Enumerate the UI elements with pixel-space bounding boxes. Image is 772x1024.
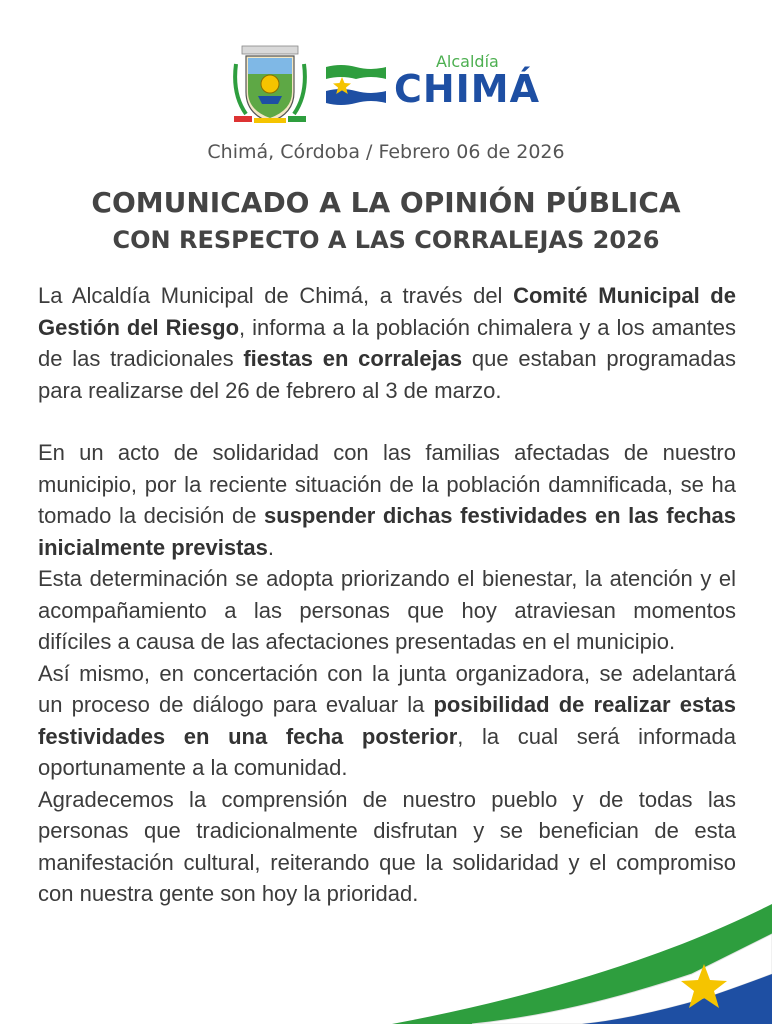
p4-text-2: , la cual será informada oportunamente a la comunidad. [38, 723, 736, 780]
dateline: Chimá, Córdoba / Febrero 06 de 2026 [207, 141, 565, 163]
logo-subtitle: Alcaldía [435, 52, 499, 71]
municipal-crest-icon [232, 44, 308, 126]
communique-body [38, 280, 736, 910]
chima-flag-icon [326, 63, 386, 107]
p4-bold-1: posibilidad de realizar estas festividades en una fecha posterior [38, 692, 736, 749]
paragraph-5: Agradecemos la comprensión de nuestro pueblo y de todas las personas que tradicionalmente disfrutan y se benefician de esta manifestación cultural, reiterando que la solidaridad y el compromiso con nuestra gente son hoy la prioridad. [38, 786, 736, 906]
p1-text-2: , informa a la población chimalera y a los amantes de las tradicionales [38, 314, 736, 371]
p1-text-1: La Alcaldía Municipal de Chimá, a través del [38, 283, 514, 308]
header [0, 44, 772, 126]
paragraph-2 [38, 437, 736, 563]
logo-title: CHIMÁ [393, 67, 541, 111]
p2-bold-1: suspender dichas festividades en las fechas inicialmente previstas [38, 503, 736, 560]
p1-text-3: que estaban programadas para realizarse del 26 de febrero al 3 de marzo. [38, 346, 736, 403]
p2-text-2: . [267, 534, 275, 560]
title-line-1: COMUNICADO A LA OPINIÓN PÚBLICA [91, 186, 681, 219]
title-line-2: CON RESPECTO A LAS CORRALEJAS 2026 [112, 226, 660, 254]
paragraph-3: Esta determinación se adopta priorizando el bienestar, la atención y el acompañamiento a las personas que hoy atraviesan momentos difíciles a causa de las afectaciones presentadas en el municipio. [38, 566, 736, 654]
p1-bold-1: Comité Municipal de Gestión del Riesgo [38, 283, 736, 340]
p2-text-1: En un acto de solidaridad con las familias afectadas de nuestro municipio, por la reciente situación de la población damnificada, se ha tomado la decisión de [38, 440, 736, 528]
brand-logo [326, 52, 541, 111]
paragraph-1 [38, 280, 736, 406]
flag-swoosh-decoration [352, 904, 772, 1024]
p4-text-1: Así mismo, en concertación con la junta organizadora, se adelantará un proceso de diálogo para evaluar la [38, 660, 736, 717]
p1-bold-2: fiestas en corralejas [243, 346, 463, 371]
paragraph-4 [38, 658, 736, 784]
